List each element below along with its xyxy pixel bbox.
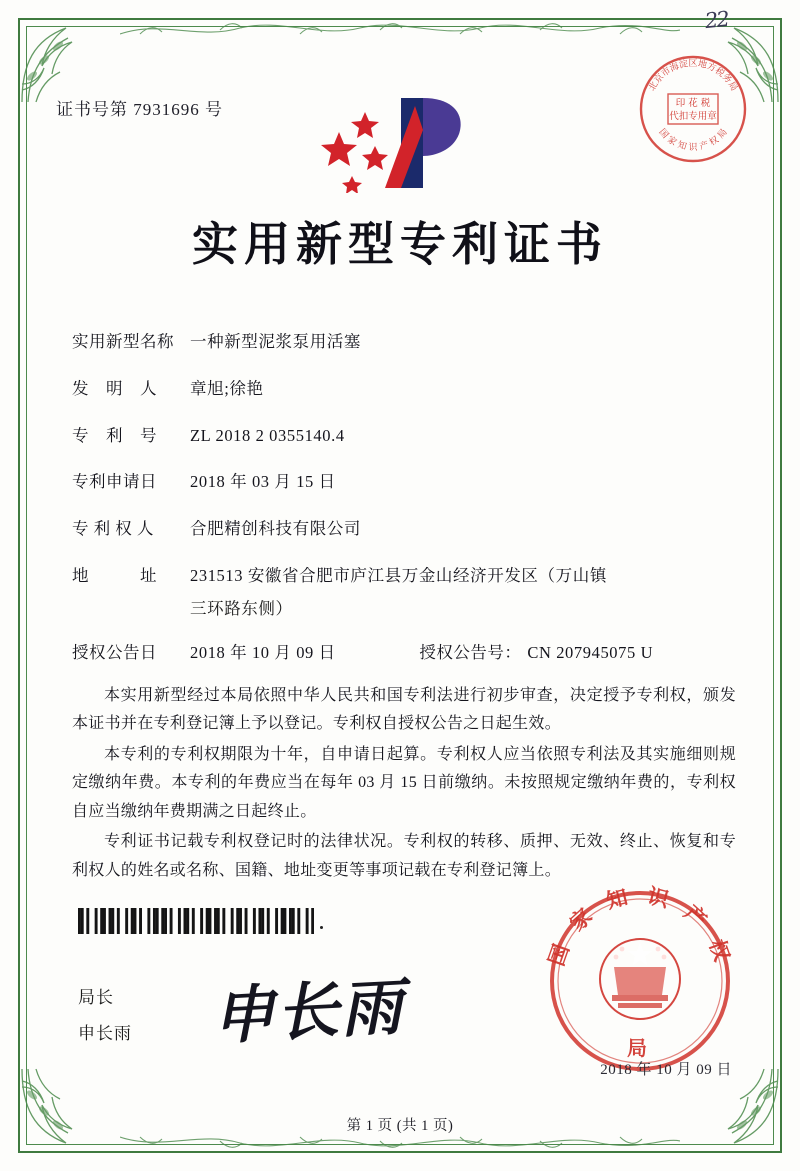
field-row (72, 424, 740, 449)
field-row (72, 470, 740, 495)
barcode-dot (320, 926, 323, 929)
grant-date-label: 授权公告日 (72, 642, 157, 662)
field-value: ZL 2018 2 0355140.4 (190, 425, 345, 445)
field-label: 实用新型名称 (72, 332, 174, 351)
svg-text:局: 局 (627, 1036, 653, 1060)
corner-ornament-icon (14, 1061, 110, 1157)
svg-text:印 花 税: 印 花 税 (675, 98, 711, 109)
svg-text:国 家 知 识 产 权: 国 家 知 识 产 权 (544, 883, 736, 969)
director-name: 申长雨 (78, 1023, 132, 1043)
grant-no-value: CN 207945075 U (527, 642, 654, 662)
barcode (78, 908, 314, 934)
field-value: 章旭;徐艳 (190, 378, 264, 398)
field-row (72, 330, 740, 355)
certificate-number: 证书号第 7931696 号 (56, 100, 223, 119)
svg-text:代扣专用章: 代扣专用章 (669, 111, 717, 122)
field-row-address (72, 564, 740, 589)
field-value: 231513 安徽省合肥市庐江县万金山经济开发区（万山镇 (190, 565, 607, 585)
field-row (72, 517, 740, 542)
field-value: 一种新型泥浆泵用活塞 (190, 332, 361, 351)
handwritten-number: 22 (704, 6, 730, 34)
handwritten-signature: 申长雨 (210, 970, 407, 1053)
svg-text:北京市海淀区地方税务局: 北京市海淀区地方税务局 (647, 59, 739, 94)
paragraph: 本专利的专利权期限为十年，自申请日起算。专利权人应当依照专利法及其实施细则规定缴纳年费。本专利的年费应当在每年 03 月 15 日前缴纳。未按照规定缴纳年费的，专利权自应当缴纳年费期满之日起终止。 (72, 745, 736, 820)
seal-date: 2018 年 10 月 09 日 (600, 1062, 732, 1078)
page-footer: 第 1 页 (共 1 页) (346, 1118, 454, 1134)
field-list (72, 330, 740, 687)
grant-date-value: 2018 年 10 月 09 日 (190, 642, 336, 662)
field-label: 专利申请日 (72, 472, 157, 492)
svg-text:国 家 知 识 产 权 局: 国 家 知 识 产 权 局 (656, 127, 730, 153)
legal-text (72, 682, 736, 887)
official-seal-icon (542, 883, 738, 1079)
field-label: 发 明 人 (72, 378, 157, 398)
field-label: 专 利 权 人 (72, 519, 154, 538)
field-row (72, 377, 740, 402)
field-row-grant (72, 641, 740, 666)
signature-labels (78, 980, 132, 1051)
field-label: 地 址 (72, 565, 157, 585)
field-value: 合肥精创科技有限公司 (190, 519, 361, 538)
page-title: 实用新型专利证书 (192, 217, 608, 271)
tax-stamp-icon (634, 50, 752, 168)
field-value: 2018 年 03 月 15 日 (190, 472, 336, 492)
paragraph: 专利证书记载专利权登记时的法律状况。专利权的转移、质押、无效、终止、恢复和专利权人的姓名或名称、国籍、地址变更等事项记载在专利登记簿上。 (72, 833, 736, 879)
paragraph: 本实用新型经过本局依照中华人民共和国专利法进行初步审查，决定授予专利权，颁发本证书并在专利登记簿上予以登记。专利权自授权公告之日起生效。 (72, 687, 736, 733)
field-label: 专 利 号 (72, 425, 157, 445)
patent-office-emblem-icon (305, 88, 495, 193)
grant-no-label: 授权公告号： (419, 642, 522, 662)
address-second-line: 三环路东侧） (190, 598, 293, 618)
border-vine-top (120, 16, 680, 42)
director-title: 局长 (78, 988, 114, 1007)
